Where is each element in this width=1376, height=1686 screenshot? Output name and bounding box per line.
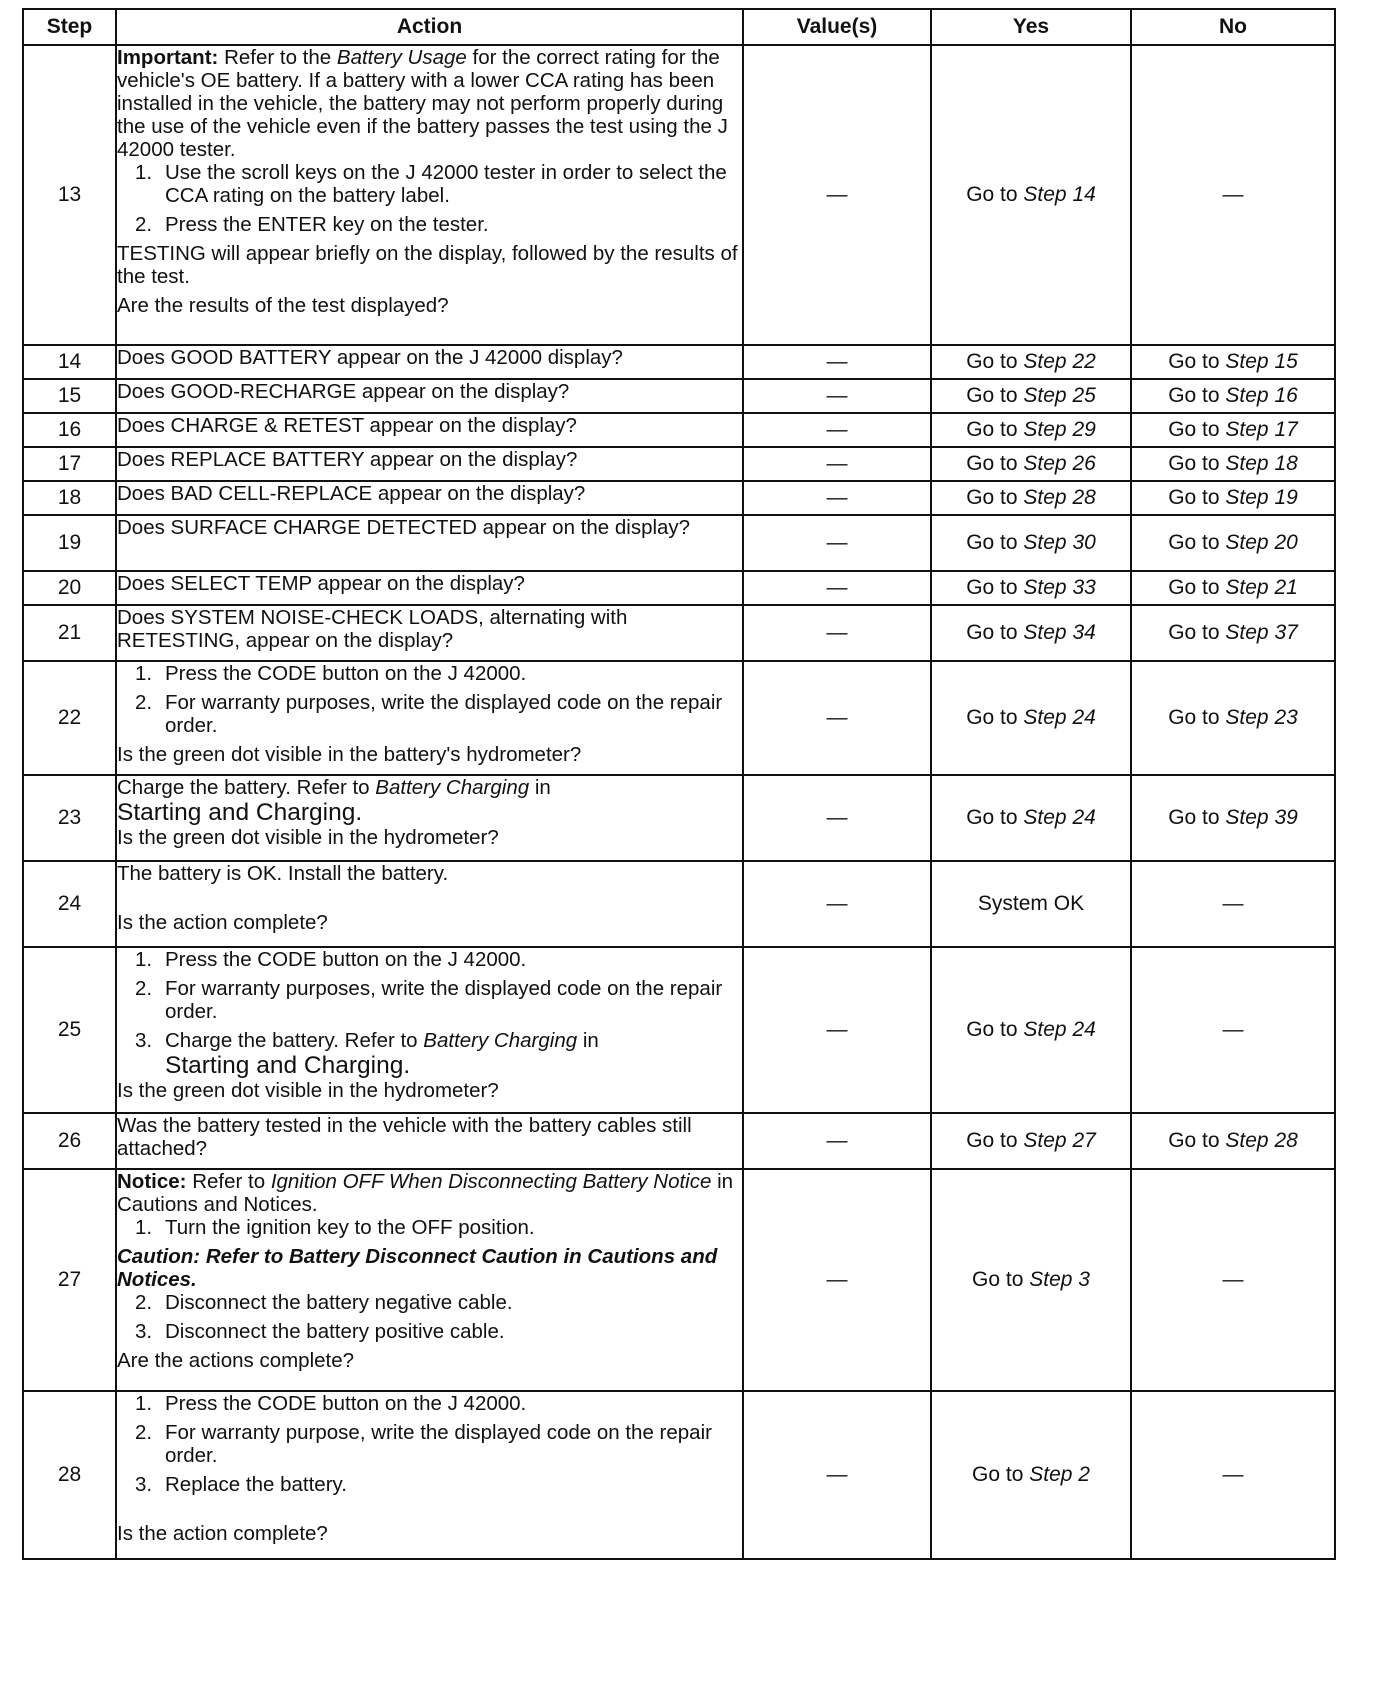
table-row bbox=[23, 515, 1335, 571]
value-cell: — bbox=[743, 447, 931, 481]
yes-cell[interactable]: Go to Step 25 bbox=[931, 379, 1131, 413]
action-cell: Charge the battery. Refer to Battery Charging in Starting and Charging. Is the green dot visible in the hydrometer? bbox=[116, 775, 743, 861]
yes-cell[interactable]: Go to Step 24 bbox=[931, 775, 1131, 861]
no-cell[interactable]: Go to Step 28 bbox=[1131, 1113, 1335, 1169]
section-reference[interactable]: Starting and Charging. bbox=[165, 1052, 411, 1079]
action-cell bbox=[116, 1391, 743, 1559]
list-item: 1. Press the CODE button on the J 42000. bbox=[135, 1392, 527, 1415]
value-cell: — bbox=[743, 661, 931, 775]
list-item: 1. Press the CODE button on the J 42000. bbox=[135, 948, 527, 971]
action-cell bbox=[116, 947, 743, 1113]
list-item: 3. Disconnect the battery positive cable. bbox=[135, 1320, 505, 1343]
yes-cell[interactable]: Go to Step 28 bbox=[931, 481, 1131, 515]
value-cell: — bbox=[743, 1391, 931, 1559]
notice-note: Notice: Refer to Ignition OFF When Disconnecting Battery Notice in Cautions and Notices. bbox=[117, 1170, 734, 1216]
value-cell: — bbox=[743, 571, 931, 605]
list-item: 2. Press the ENTER key on the tester. bbox=[135, 213, 489, 236]
step-number: 20 bbox=[23, 571, 116, 605]
no-cell: — bbox=[1131, 45, 1335, 345]
table-row bbox=[23, 661, 1335, 775]
step-number: 25 bbox=[23, 947, 116, 1113]
list-item: 2. For warranty purpose, write the displayed code on the repair order. bbox=[135, 1421, 712, 1467]
step-number: 14 bbox=[23, 345, 116, 379]
no-cell[interactable]: Go to Step 20 bbox=[1131, 515, 1335, 571]
table-row bbox=[23, 947, 1335, 1113]
yes-cell[interactable]: Go to Step 29 bbox=[931, 413, 1131, 447]
header-yes: Yes bbox=[931, 9, 1131, 45]
list-item: 3. Charge the battery. Refer to Battery Charging in Starting and Charging. bbox=[135, 1029, 599, 1079]
battery-charging-link[interactable]: Battery Charging bbox=[375, 776, 530, 799]
no-cell: — bbox=[1131, 1391, 1335, 1559]
step-number: 28 bbox=[23, 1391, 116, 1559]
list-item: 2. For warranty purposes, write the displayed code on the repair order. bbox=[135, 977, 723, 1023]
no-cell[interactable]: Go to Step 15 bbox=[1131, 345, 1335, 379]
action-question: Is the action complete? bbox=[117, 1522, 328, 1545]
section-reference[interactable]: Starting and Charging. bbox=[117, 799, 363, 826]
action-cell: Does CHARGE & RETEST appear on the display? bbox=[116, 413, 743, 447]
header-action: Action bbox=[116, 9, 743, 45]
list-item: 1. Use the scroll keys on the J 42000 tester in order to select the CCA rating on the battery label. bbox=[135, 161, 727, 207]
action-cell: Does GOOD-RECHARGE appear on the display? bbox=[116, 379, 743, 413]
important-note: Important: Refer to the Battery Usage for the correct rating for the vehicle's OE battery. If a battery with a lower CCA rating has been installed in the vehicle, the battery may not perform properly during the use of the vehicle even if the battery passes the test using the J 42000 tester. bbox=[117, 46, 728, 161]
action-cell bbox=[116, 45, 743, 345]
action-cell bbox=[116, 1169, 743, 1391]
yes-cell[interactable]: Go to Step 30 bbox=[931, 515, 1131, 571]
notice-link[interactable]: Ignition OFF When Disconnecting Battery Notice bbox=[270, 1170, 712, 1193]
yes-cell[interactable]: Go to Step 34 bbox=[931, 605, 1131, 661]
step-number: 18 bbox=[23, 481, 116, 515]
header-row bbox=[23, 9, 1335, 45]
no-cell[interactable]: Go to Step 39 bbox=[1131, 775, 1335, 861]
action-cell: Does GOOD BATTERY appear on the J 42000 display? bbox=[116, 345, 743, 379]
no-cell[interactable]: Go to Step 37 bbox=[1131, 605, 1335, 661]
action-text: The battery is OK. Install the battery. bbox=[117, 862, 449, 885]
header-step: Step bbox=[23, 9, 116, 45]
step-number: 22 bbox=[23, 661, 116, 775]
action-question: Are the results of the test displayed? bbox=[117, 294, 449, 317]
yes-cell[interactable]: Go to Step 22 bbox=[931, 345, 1131, 379]
no-cell: — bbox=[1131, 861, 1335, 947]
value-cell: — bbox=[743, 1169, 931, 1391]
battery-usage-link[interactable]: Battery Usage bbox=[336, 46, 467, 69]
step-number: 21 bbox=[23, 605, 116, 661]
value-cell: — bbox=[743, 345, 931, 379]
list-item: 3. Replace the battery. bbox=[135, 1473, 347, 1496]
step-number: 19 bbox=[23, 515, 116, 571]
action-cell: Does SURFACE CHARGE DETECTED appear on the display? bbox=[116, 515, 743, 571]
step-number: 16 bbox=[23, 413, 116, 447]
value-cell: — bbox=[743, 1113, 931, 1169]
table-row bbox=[23, 447, 1335, 481]
value-cell: — bbox=[743, 775, 931, 861]
yes-cell[interactable]: Go to Step 2 bbox=[931, 1391, 1131, 1559]
table-row bbox=[23, 413, 1335, 447]
yes-cell[interactable]: Go to Step 3 bbox=[931, 1169, 1131, 1391]
table-row bbox=[23, 1113, 1335, 1169]
table-row bbox=[23, 1391, 1335, 1559]
no-cell[interactable]: Go to Step 18 bbox=[1131, 447, 1335, 481]
action-cell bbox=[116, 661, 743, 775]
step-number: 23 bbox=[23, 775, 116, 861]
action-question: Is the green dot visible in the hydrometer? bbox=[117, 1079, 499, 1102]
step-number: 26 bbox=[23, 1113, 116, 1169]
value-cell: — bbox=[743, 413, 931, 447]
table-row bbox=[23, 345, 1335, 379]
yes-cell[interactable]: Go to Step 24 bbox=[931, 661, 1131, 775]
yes-cell[interactable]: Go to Step 33 bbox=[931, 571, 1131, 605]
value-cell: — bbox=[743, 45, 931, 345]
no-cell[interactable]: Go to Step 21 bbox=[1131, 571, 1335, 605]
value-cell: — bbox=[743, 379, 931, 413]
action-note: TESTING will appear briefly on the display, followed by the results of the test. bbox=[117, 242, 738, 288]
list-item: 1. Turn the ignition key to the OFF position. bbox=[135, 1216, 535, 1239]
table-row bbox=[23, 45, 1335, 345]
action-question: Is the green dot visible in the hydrometer? bbox=[117, 826, 499, 849]
header-no: No bbox=[1131, 9, 1335, 45]
table-row bbox=[23, 1169, 1335, 1391]
table-row bbox=[23, 861, 1335, 947]
yes-cell[interactable]: Go to Step 14 bbox=[931, 45, 1131, 345]
table-row bbox=[23, 571, 1335, 605]
yes-cell[interactable]: Go to Step 24 bbox=[931, 947, 1131, 1113]
table-row bbox=[23, 775, 1335, 861]
yes-cell[interactable]: Go to Step 26 bbox=[931, 447, 1131, 481]
step-number: 13 bbox=[23, 45, 116, 345]
value-cell: — bbox=[743, 481, 931, 515]
action-cell bbox=[116, 861, 743, 947]
table-row bbox=[23, 605, 1335, 661]
no-cell: — bbox=[1131, 947, 1335, 1113]
action-question: Is the green dot visible in the battery's hydrometer? bbox=[117, 743, 582, 766]
action-question: Is the action complete? bbox=[117, 911, 328, 934]
step-number: 15 bbox=[23, 379, 116, 413]
value-cell: — bbox=[743, 947, 931, 1113]
no-cell[interactable]: Go to Step 16 bbox=[1131, 379, 1335, 413]
header-values: Value(s) bbox=[743, 9, 931, 45]
value-cell: — bbox=[743, 515, 931, 571]
list-item: 1. Press the CODE button on the J 42000. bbox=[135, 662, 527, 685]
action-cell: Was the battery tested in the vehicle with the battery cables still attached? bbox=[116, 1113, 743, 1169]
action-question: Are the actions complete? bbox=[117, 1349, 355, 1372]
caution-note: Caution: Refer to Battery Disconnect Caution in Cautions and Notices. bbox=[117, 1245, 718, 1291]
yes-cell[interactable]: Go to Step 27 bbox=[931, 1113, 1131, 1169]
table-row bbox=[23, 481, 1335, 515]
action-cell: Does SELECT TEMP appear on the display? bbox=[116, 571, 743, 605]
value-cell: — bbox=[743, 861, 931, 947]
diagnostic-table bbox=[22, 8, 1336, 1560]
action-cell: Does BAD CELL-REPLACE appear on the display? bbox=[116, 481, 743, 515]
no-cell: — bbox=[1131, 1169, 1335, 1391]
step-number: 27 bbox=[23, 1169, 116, 1391]
step-number: 17 bbox=[23, 447, 116, 481]
no-cell[interactable]: Go to Step 23 bbox=[1131, 661, 1335, 775]
action-cell: Does REPLACE BATTERY appear on the display? bbox=[116, 447, 743, 481]
list-item: 2. Disconnect the battery negative cable. bbox=[135, 1291, 513, 1314]
table-row bbox=[23, 379, 1335, 413]
value-cell: — bbox=[743, 605, 931, 661]
yes-cell: System OK bbox=[931, 861, 1131, 947]
no-cell[interactable]: Go to Step 17 bbox=[1131, 413, 1335, 447]
no-cell[interactable]: Go to Step 19 bbox=[1131, 481, 1335, 515]
battery-charging-link[interactable]: Battery Charging bbox=[423, 1029, 578, 1052]
action-cell: Does SYSTEM NOISE-CHECK LOADS, alternating with RETESTING, appear on the display? bbox=[116, 605, 743, 661]
step-number: 24 bbox=[23, 861, 116, 947]
list-item: 2. For warranty purposes, write the displayed code on the repair order. bbox=[135, 691, 723, 737]
